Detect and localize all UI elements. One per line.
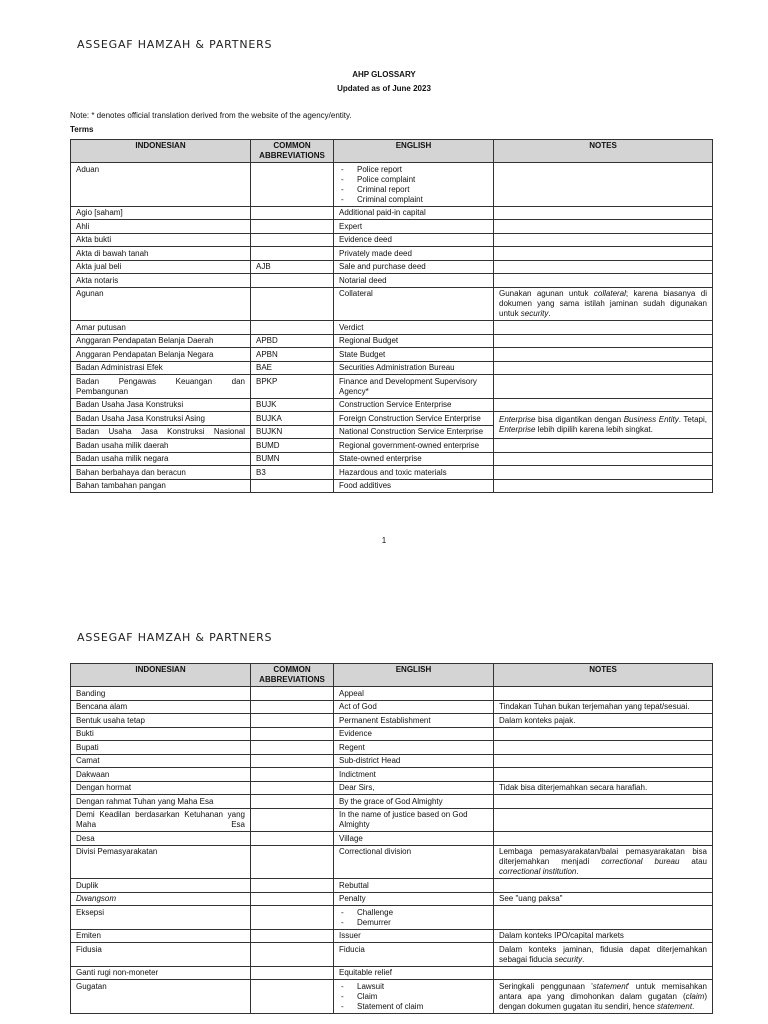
cell-abbreviation — [251, 741, 334, 755]
cell-abbreviation: BUJKN — [251, 425, 334, 439]
table-row — [71, 412, 713, 426]
cell-english: Act of God — [334, 700, 494, 714]
cell-english: Securities Administration Bureau — [334, 361, 494, 375]
cell-indonesian: Akta notaris — [71, 274, 251, 288]
cell-english: Food additives — [334, 479, 494, 493]
cell-indonesian: Divisi Pemasyarakatan — [71, 845, 251, 879]
cell-abbreviation — [251, 906, 334, 930]
header-abbr-line2: ABBREVIATIONS — [259, 151, 325, 160]
table-row — [71, 466, 713, 480]
english-list-item: - Demurrer — [339, 918, 488, 928]
cell-english: Dear Sirs, — [334, 781, 494, 795]
cell-english: Notarial deed — [334, 274, 494, 288]
page-break — [0, 590, 768, 620]
cell-indonesian: Dakwaan — [71, 768, 251, 782]
cell-english: Permanent Establishment — [334, 714, 494, 728]
cell-indonesian: Bentuk usaha tetap — [71, 714, 251, 728]
cell-abbreviation: BUMN — [251, 452, 334, 466]
cell-abbreviation — [251, 714, 334, 728]
cell-abbreviation — [251, 943, 334, 967]
header-abbreviations — [251, 140, 334, 163]
cell-english: Evidence deed — [334, 233, 494, 247]
section-label-terms: Terms — [70, 125, 94, 134]
table-row — [71, 845, 713, 879]
cell-abbreviation — [251, 768, 334, 782]
cell-notes — [494, 439, 713, 453]
table-row — [71, 220, 713, 234]
cell-english: State Budget — [334, 348, 494, 362]
cell-indonesian: Camat — [71, 754, 251, 768]
cell-notes — [494, 274, 713, 288]
english-list-item: - Police complaint — [339, 175, 488, 185]
header-indonesian: INDONESIAN — [71, 140, 251, 163]
cell-notes — [494, 832, 713, 846]
cell-notes — [494, 260, 713, 274]
cell-english: Additional paid-in capital — [334, 206, 494, 220]
cell-english: Fiducia — [334, 943, 494, 967]
table-row — [71, 334, 713, 348]
cell-notes — [494, 247, 713, 261]
cell-indonesian: Bahan berbahaya dan beracun — [71, 466, 251, 480]
cell-abbreviation — [251, 832, 334, 846]
cell-notes — [494, 754, 713, 768]
cell-english: Regional government-owned enterprise — [334, 439, 494, 453]
cell-abbreviation — [251, 247, 334, 261]
table-row — [71, 906, 713, 930]
cell-indonesian: Badan Usaha Jasa Konstruksi Nasional — [71, 425, 251, 439]
table-row — [71, 795, 713, 809]
firm-logo: ASSEGAF HAMZAH & PARTNERS — [77, 38, 273, 51]
english-list — [339, 165, 488, 205]
header-english: ENGLISH — [334, 664, 494, 687]
cell-indonesian: Badan Administrasi Efek — [71, 361, 251, 375]
header-notes: NOTES — [494, 140, 713, 163]
cell-abbreviation — [251, 206, 334, 220]
table-row — [71, 260, 713, 274]
cell-notes — [494, 795, 713, 809]
table-row — [71, 274, 713, 288]
table-header-row — [71, 664, 713, 687]
table-row — [71, 768, 713, 782]
cell-abbreviation — [251, 980, 334, 1014]
english-list-item: - Statement of claim — [339, 1002, 488, 1012]
cell-english: Finance and Development Supervisory Agency* — [334, 375, 494, 399]
cell-indonesian: Akta jual beli — [71, 260, 251, 274]
cell-notes — [494, 321, 713, 335]
cell-abbreviation: BUJKA — [251, 412, 334, 426]
cell-abbreviation: BUMD — [251, 439, 334, 453]
table-row — [71, 832, 713, 846]
cell-abbreviation — [251, 845, 334, 879]
cell-notes — [494, 163, 713, 207]
cell-notes — [494, 808, 713, 832]
cell-notes: Dalam konteks jaminan, fidusia dapat diterjemahkan sebagai fiducia security. — [494, 943, 713, 967]
cell-indonesian: Akta di bawah tanah — [71, 247, 251, 261]
table-row — [71, 361, 713, 375]
cell-notes — [494, 768, 713, 782]
english-list-item: - Claim — [339, 992, 488, 1002]
cell-indonesian: Ahli — [71, 220, 251, 234]
cell-abbreviation — [251, 287, 334, 321]
cell-english: Collateral — [334, 287, 494, 321]
cell-abbreviation: AJB — [251, 260, 334, 274]
cell-indonesian: Demi Keadilan berdasarkan Ketuhanan yang Maha Esa — [71, 808, 251, 832]
english-list-item: - Challenge — [339, 908, 488, 918]
cell-english: Sale and purchase deed — [334, 260, 494, 274]
cell-abbreviation — [251, 163, 334, 207]
cell-abbreviation: BAE — [251, 361, 334, 375]
cell-indonesian: Desa — [71, 832, 251, 846]
cell-indonesian: Gugatan — [71, 980, 251, 1014]
english-list — [339, 982, 488, 1012]
cell-notes — [494, 727, 713, 741]
table-row — [71, 233, 713, 247]
page-number: 1 — [381, 536, 387, 545]
table-row — [71, 892, 713, 906]
cell-english: Verdict — [334, 321, 494, 335]
cell-indonesian: Eksepsi — [71, 906, 251, 930]
header-abbr-line1: COMMON — [273, 141, 311, 150]
cell-indonesian: Ganti rugi non-moneter — [71, 966, 251, 980]
cell-english: Privately made deed — [334, 247, 494, 261]
translation-note: Note: * denotes official translation derived from the website of the agency/entity. — [70, 111, 352, 120]
header-abbr-line1: COMMON — [273, 665, 311, 674]
table-row — [71, 781, 713, 795]
cell-indonesian: Banding — [71, 687, 251, 701]
document-updated-date: Updated as of June 2023 — [337, 84, 431, 93]
header-english: ENGLISH — [334, 140, 494, 163]
firm-logo: ASSEGAF HAMZAH & PARTNERS — [77, 631, 273, 644]
cell-english: National Construction Service Enterprise — [334, 425, 494, 439]
cell-indonesian: Anggaran Pendapatan Belanja Daerah — [71, 334, 251, 348]
cell-notes — [494, 466, 713, 480]
english-list-item: - Criminal complaint — [339, 195, 488, 205]
table-row — [71, 966, 713, 980]
table-row — [71, 980, 713, 1014]
table-row — [71, 929, 713, 943]
table-row — [71, 398, 713, 412]
cell-english: State-owned enterprise — [334, 452, 494, 466]
cell-english: Hazardous and toxic materials — [334, 466, 494, 480]
english-list-item: - Lawsuit — [339, 982, 488, 992]
table-row — [71, 287, 713, 321]
cell-english: Indictment — [334, 768, 494, 782]
table-row — [71, 452, 713, 466]
cell-indonesian: Akta bukti — [71, 233, 251, 247]
table-row — [71, 727, 713, 741]
cell-indonesian: Amar putusan — [71, 321, 251, 335]
cell-notes — [494, 687, 713, 701]
table-row — [71, 348, 713, 362]
cell-notes: Dalam konteks IPO/capital markets — [494, 929, 713, 943]
cell-notes — [494, 348, 713, 362]
cell-abbreviation — [251, 700, 334, 714]
cell-abbreviation: BPKP — [251, 375, 334, 399]
cell-english: Regent — [334, 741, 494, 755]
cell-notes: Tidak bisa diterjemahkan secara harafiah. — [494, 781, 713, 795]
cell-indonesian: Agio [saham] — [71, 206, 251, 220]
cell-notes — [494, 741, 713, 755]
cell-indonesian: Dwangsom — [71, 892, 251, 906]
cell-indonesian: Aduan — [71, 163, 251, 207]
cell-indonesian: Agunan — [71, 287, 251, 321]
cell-abbreviation — [251, 929, 334, 943]
cell-indonesian: Emiten — [71, 929, 251, 943]
cell-abbreviation — [251, 892, 334, 906]
cell-english — [334, 163, 494, 207]
cell-indonesian: Bukti — [71, 727, 251, 741]
cell-indonesian: Badan Usaha Jasa Konstruksi — [71, 398, 251, 412]
cell-english: Rebuttal — [334, 879, 494, 893]
table-row — [71, 163, 713, 207]
table-row — [71, 714, 713, 728]
table-row — [71, 700, 713, 714]
table-row — [71, 479, 713, 493]
cell-english: Equitable relief — [334, 966, 494, 980]
cell-notes: Lembaga pemasyarakatan/balai pemasyarakatan bisa diterjemahkan menjadi correctional bureau atau correctional institution. — [494, 845, 713, 879]
cell-notes — [494, 220, 713, 234]
cell-notes: Enterprise bisa digantikan dengan Business Entity. Tetapi, Enterprise lebih dipilih karena lebih singkat. — [494, 412, 713, 439]
cell-notes — [494, 233, 713, 247]
cell-indonesian: Bupati — [71, 741, 251, 755]
table-row — [71, 741, 713, 755]
table-row — [71, 687, 713, 701]
cell-indonesian: Badan usaha milik daerah — [71, 439, 251, 453]
cell-abbreviation — [251, 781, 334, 795]
cell-notes — [494, 452, 713, 466]
cell-english — [334, 906, 494, 930]
cell-abbreviation — [251, 754, 334, 768]
cell-english: In the name of justice based on God Almighty — [334, 808, 494, 832]
cell-indonesian: Duplik — [71, 879, 251, 893]
cell-english: Village — [334, 832, 494, 846]
cell-abbreviation — [251, 795, 334, 809]
cell-english: Foreign Construction Service Enterprise — [334, 412, 494, 426]
table-row — [71, 247, 713, 261]
cell-notes — [494, 479, 713, 493]
cell-abbreviation — [251, 966, 334, 980]
cell-notes — [494, 334, 713, 348]
cell-indonesian: Bahan tambahan pangan — [71, 479, 251, 493]
cell-indonesian: Dengan rahmat Tuhan yang Maha Esa — [71, 795, 251, 809]
cell-abbreviation: APBD — [251, 334, 334, 348]
table-row — [71, 375, 713, 399]
cell-abbreviation: APBN — [251, 348, 334, 362]
table-row — [71, 879, 713, 893]
cell-abbreviation — [251, 274, 334, 288]
cell-notes — [494, 375, 713, 399]
cell-english: Issuer — [334, 929, 494, 943]
cell-abbreviation — [251, 220, 334, 234]
cell-abbreviation — [251, 233, 334, 247]
cell-indonesian: Badan Usaha Jasa Konstruksi Asing — [71, 412, 251, 426]
english-list-item: - Police report — [339, 165, 488, 175]
cell-notes: See "uang paksa" — [494, 892, 713, 906]
cell-english: Evidence — [334, 727, 494, 741]
cell-english: By the grace of God Almighty — [334, 795, 494, 809]
header-notes: NOTES — [494, 664, 713, 687]
cell-indonesian: Bencana alam — [71, 700, 251, 714]
cell-abbreviation — [251, 687, 334, 701]
document-title: AHP GLOSSARY — [352, 70, 416, 79]
cell-notes — [494, 966, 713, 980]
cell-english: Construction Service Enterprise — [334, 398, 494, 412]
cell-notes: Gunakan agunan untuk collateral; karena biasanya di dokumen yang sama istilah jaminan sudah digunakan untuk security. — [494, 287, 713, 321]
english-list — [339, 908, 488, 928]
cell-abbreviation — [251, 808, 334, 832]
table-row — [71, 321, 713, 335]
cell-notes — [494, 361, 713, 375]
cell-english — [334, 980, 494, 1014]
cell-abbreviation — [251, 321, 334, 335]
table-row — [71, 206, 713, 220]
cell-indonesian: Dengan hormat — [71, 781, 251, 795]
table-row — [71, 943, 713, 967]
cell-notes — [494, 906, 713, 930]
header-indonesian: INDONESIAN — [71, 664, 251, 687]
glossary-table-page-2 — [70, 663, 713, 1014]
cell-notes: Seringkali penggunaan 'statement' untuk memisahkan antara apa yang dimohonkan dalam gugatan (claim) dengan dokumen gugatan itu sendiri, hence statement. — [494, 980, 713, 1014]
cell-notes — [494, 398, 713, 412]
cell-notes — [494, 879, 713, 893]
header-abbreviations — [251, 664, 334, 687]
cell-abbreviation — [251, 479, 334, 493]
cell-abbreviation: B3 — [251, 466, 334, 480]
cell-english: Appeal — [334, 687, 494, 701]
cell-english: Regional Budget — [334, 334, 494, 348]
cell-notes: Dalam konteks pajak. — [494, 714, 713, 728]
cell-notes — [494, 206, 713, 220]
table-row — [71, 808, 713, 832]
glossary-table-page-1 — [70, 139, 713, 493]
cell-indonesian: Anggaran Pendapatan Belanja Negara — [71, 348, 251, 362]
english-list-item: - Criminal report — [339, 185, 488, 195]
cell-indonesian: Badan Pengawas Keuangan dan Pembangunan — [71, 375, 251, 399]
table-row — [71, 439, 713, 453]
cell-indonesian: Badan usaha milik negara — [71, 452, 251, 466]
table-row — [71, 754, 713, 768]
cell-indonesian: Fidusia — [71, 943, 251, 967]
table-header-row — [71, 140, 713, 163]
cell-abbreviation — [251, 879, 334, 893]
cell-english: Expert — [334, 220, 494, 234]
cell-notes: Tindakan Tuhan bukan terjemahan yang tepat/sesuai. — [494, 700, 713, 714]
header-abbr-line2: ABBREVIATIONS — [259, 675, 325, 684]
cell-english: Penalty — [334, 892, 494, 906]
cell-abbreviation — [251, 727, 334, 741]
cell-english: Sub-district Head — [334, 754, 494, 768]
cell-english: Correctional division — [334, 845, 494, 879]
cell-abbreviation: BUJK — [251, 398, 334, 412]
